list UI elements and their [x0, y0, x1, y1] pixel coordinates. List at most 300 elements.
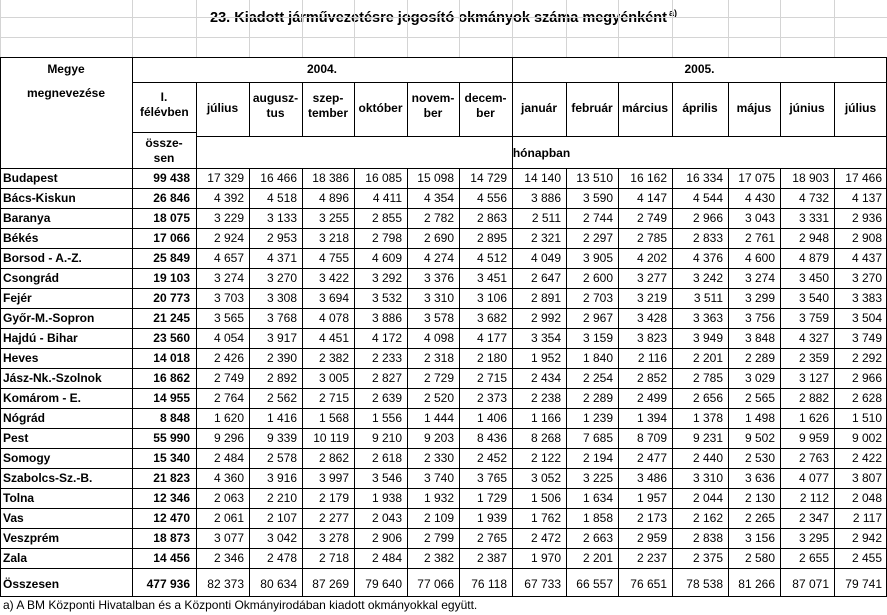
- row-month-value: 2 906: [371, 531, 402, 545]
- row-month-value: 2 530: [744, 451, 775, 465]
- row-month-value: 2 107: [266, 511, 297, 525]
- row-month-value: 66 557: [576, 577, 613, 591]
- row-month-value: 82 373: [207, 577, 244, 591]
- row-month-value: 17 075: [738, 171, 775, 185]
- row-month-value: 3 005: [318, 371, 349, 385]
- row-month-value: 3 997: [318, 471, 349, 485]
- row-month-value: 4 376: [692, 251, 723, 265]
- row-month-value: 2 703: [582, 291, 613, 305]
- row-county-name: Budapest: [3, 171, 58, 185]
- row-month-value: 1 556: [371, 411, 402, 425]
- row-month-value: 2 201: [582, 551, 613, 565]
- row-month-value: 2 346: [213, 551, 244, 565]
- row-month-value: 2 785: [636, 231, 667, 245]
- row-month-value: 1 239: [582, 411, 613, 425]
- row-month-value: 3 270: [851, 271, 882, 285]
- row-month-value: 1 394: [636, 411, 667, 425]
- row-month-value: 3 225: [582, 471, 613, 485]
- row-month-value: 4 879: [798, 251, 829, 265]
- row-month-value: 16 466: [260, 171, 297, 185]
- row-month-value: 3 354: [530, 331, 561, 345]
- row-month-value: 4 451: [318, 331, 349, 345]
- row-month-value: 2 882: [798, 391, 829, 405]
- row-month-value: 3 450: [798, 271, 829, 285]
- row-month-value: 2 520: [423, 391, 454, 405]
- row-county-name: Nógrád: [3, 411, 45, 425]
- row-total-value: 55 990: [153, 431, 190, 445]
- row-month-value: 1 510: [851, 411, 882, 425]
- row-month-value: 18 386: [312, 171, 349, 185]
- row-month-value: 3 546: [371, 471, 402, 485]
- row-month-value: 4 054: [213, 331, 244, 345]
- row-month-value: 3 694: [318, 291, 349, 305]
- row-month-value: 1 952: [530, 351, 561, 365]
- row-month-value: 1 416: [266, 411, 297, 425]
- row-month-value: 2 117: [852, 511, 882, 525]
- row-month-value: 3 636: [744, 471, 775, 485]
- row-total-value: 25 849: [153, 251, 190, 265]
- row-month-value: 2 210: [266, 491, 297, 505]
- row-month-value: 1 970: [530, 551, 561, 565]
- row-month-value: 14 729: [470, 171, 507, 185]
- row-month-value: 2 422: [851, 451, 882, 465]
- row-month-value: 3 807: [851, 471, 882, 485]
- row-month-value: 2 318: [423, 351, 454, 365]
- row-month-value: 2 043: [371, 511, 402, 525]
- header-month-2004: szep-tember: [307, 91, 348, 120]
- row-county-name: Vas: [3, 511, 24, 525]
- row-month-value: 2 764: [213, 391, 244, 405]
- row-month-value: 2 798: [371, 231, 402, 245]
- row-month-value: 2 966: [851, 371, 882, 385]
- row-month-value: 1 729: [476, 491, 507, 505]
- header-months-label: hónapban: [512, 146, 571, 160]
- row-month-value: 3 590: [582, 191, 613, 205]
- row-month-value: 2 580: [744, 551, 775, 565]
- row-total-value: 477 936: [146, 577, 190, 591]
- row-month-value: 4 049: [530, 251, 561, 265]
- row-month-value: 3 106: [476, 291, 507, 305]
- header-month-2005: július: [844, 101, 877, 115]
- row-month-value: 2 827: [371, 371, 402, 385]
- row-month-value: 3 274: [213, 271, 244, 285]
- row-month-value: 4 732: [798, 191, 829, 205]
- row-total-value: 12 470: [153, 511, 190, 525]
- row-month-value: 2 194: [582, 451, 613, 465]
- row-month-value: 2 718: [318, 551, 349, 565]
- row-month-value: 4 147: [636, 191, 667, 205]
- row-month-value: 3 077: [213, 531, 244, 545]
- row-month-value: 4 137: [851, 191, 882, 205]
- row-month-value: 1 444: [423, 411, 454, 425]
- row-month-value: 4 437: [851, 251, 882, 265]
- row-month-value: 1 406: [476, 411, 507, 425]
- row-month-value: 2 375: [692, 551, 723, 565]
- row-month-value: 2 936: [851, 211, 882, 225]
- row-month-value: 2 484: [371, 551, 402, 565]
- row-county-name: Csongrád: [3, 271, 60, 285]
- row-month-value: 2 289: [744, 351, 775, 365]
- row-month-value: 4 274: [423, 251, 454, 265]
- row-month-value: 2 967: [582, 311, 613, 325]
- row-month-value: 2 162: [692, 511, 723, 525]
- row-month-value: 17 466: [845, 171, 882, 185]
- header-month-2004: decem-ber: [464, 91, 507, 120]
- row-total-value: 8 848: [159, 411, 190, 425]
- row-month-value: 2 048: [851, 491, 882, 505]
- row-month-value: 2 600: [582, 271, 613, 285]
- row-month-value: 3 565: [213, 311, 244, 325]
- row-total-value: 26 846: [153, 191, 190, 205]
- row-month-value: 2 347: [798, 511, 829, 525]
- row-month-value: 2 116: [637, 351, 667, 365]
- row-month-value: 1 506: [530, 491, 561, 505]
- row-month-value: 81 266: [738, 577, 775, 591]
- row-month-value: 4 518: [266, 191, 297, 205]
- row-month-value: 10 119: [313, 431, 349, 445]
- row-county-name: Komárom - E.: [3, 391, 82, 405]
- row-month-value: 4 371: [266, 251, 297, 265]
- footnote: a) A BM Központi Hivatalban és a Központi Okmányirodában kiadott okmányokkal együtt.: [3, 598, 478, 612]
- row-month-value: 1 498: [744, 411, 775, 425]
- row-month-value: 2 112: [799, 491, 829, 505]
- row-month-value: 79 640: [365, 577, 402, 591]
- header-month-2004: július: [206, 101, 239, 115]
- row-month-value: 2 180: [476, 351, 507, 365]
- row-month-value: 3 917: [266, 331, 297, 345]
- row-month-value: 4 600: [744, 251, 775, 265]
- row-total-value: 99 438: [153, 171, 190, 185]
- row-month-value: 4 896: [318, 191, 349, 205]
- row-month-value: 4 430: [744, 191, 775, 205]
- row-month-value: 80 634: [260, 577, 297, 591]
- row-month-value: 3 133: [266, 211, 297, 225]
- row-total-value: 16 862: [153, 371, 190, 385]
- row-month-value: 3 310: [692, 471, 723, 485]
- row-month-value: 2 715: [318, 391, 349, 405]
- row-month-value: 79 741: [845, 577, 882, 591]
- row-month-value: 2 455: [851, 551, 882, 565]
- row-month-value: 2 044: [692, 491, 723, 505]
- row-month-value: 1 626: [798, 411, 829, 425]
- row-month-value: 3 682: [476, 311, 507, 325]
- row-month-value: 2 277: [318, 511, 349, 525]
- row-month-value: 2 237: [636, 551, 667, 565]
- row-month-value: 3 042: [266, 531, 297, 545]
- row-month-value: 2 663: [582, 531, 613, 545]
- header-county-sublabel: megnevezése: [26, 86, 106, 100]
- row-month-value: 2 373: [476, 391, 507, 405]
- row-month-value: 3 740: [423, 471, 454, 485]
- row-county-name: Fejér: [3, 291, 32, 305]
- row-month-value: 3 277: [636, 271, 667, 285]
- row-month-value: 4 755: [318, 251, 349, 265]
- row-month-value: 1 932: [423, 491, 454, 505]
- row-month-value: 76 651: [630, 577, 667, 591]
- row-month-value: 1 620: [213, 411, 244, 425]
- row-month-value: 2 061: [213, 511, 244, 525]
- row-month-value: 2 484: [213, 451, 244, 465]
- row-month-value: 2 749: [213, 371, 244, 385]
- row-month-value: 2 292: [851, 351, 882, 365]
- row-month-value: 18 903: [792, 171, 829, 185]
- table-title-text: 23. Kiadott járművezetésre jogosító okmányok száma megyénként: [210, 10, 667, 26]
- header-total: össze-sen: [145, 136, 183, 165]
- row-month-value: 9 502: [744, 431, 775, 445]
- row-month-value: 76 118: [471, 577, 507, 591]
- row-month-value: 2 382: [318, 351, 349, 365]
- row-month-value: 2 440: [692, 451, 723, 465]
- row-month-value: 3 270: [266, 271, 297, 285]
- row-month-value: 3 703: [213, 291, 244, 305]
- header-month-2005: április: [682, 101, 718, 115]
- row-month-value: 2 855: [371, 211, 402, 225]
- row-month-value: 1 858: [582, 511, 613, 525]
- row-month-value: 1 762: [530, 511, 561, 525]
- row-month-value: 4 077: [798, 471, 829, 485]
- header-month-2004: október: [358, 101, 403, 115]
- row-month-value: 87 269: [312, 577, 349, 591]
- row-month-value: 3 886: [530, 191, 561, 205]
- header-month-2004: augusz-tus: [252, 91, 299, 120]
- row-month-value: 2 452: [476, 451, 507, 465]
- row-month-value: 4 177: [476, 331, 507, 345]
- row-month-value: 2 744: [582, 211, 613, 225]
- row-month-value: 2 948: [798, 231, 829, 245]
- row-month-value: 2 179: [318, 491, 349, 505]
- header-half-year: I. félévben: [140, 90, 189, 119]
- row-total-value: 19 103: [153, 271, 190, 285]
- row-total-value: 14 955: [153, 391, 190, 405]
- row-month-value: 3 756: [744, 311, 775, 325]
- row-month-value: 3 451: [476, 271, 507, 285]
- row-month-value: 4 327: [798, 331, 829, 345]
- row-month-value: 2 565: [744, 391, 775, 405]
- row-month-value: 16 085: [365, 171, 402, 185]
- row-month-value: 9 231: [692, 431, 723, 445]
- row-month-value: 2 390: [266, 351, 297, 365]
- row-month-value: 2 618: [371, 451, 402, 465]
- row-total-value: 23 560: [153, 331, 190, 345]
- row-month-value: 4 078: [318, 311, 349, 325]
- row-month-value: 2 265: [744, 511, 775, 525]
- row-county-name: Tolna: [3, 491, 35, 505]
- row-month-value: 2 254: [582, 371, 613, 385]
- row-month-value: 2 628: [851, 391, 882, 405]
- row-month-value: 2 656: [692, 391, 723, 405]
- row-month-value: 3 916: [266, 471, 297, 485]
- row-month-value: 2 330: [423, 451, 454, 465]
- row-month-value: 9 002: [851, 431, 882, 445]
- row-month-value: 3 255: [318, 211, 349, 225]
- row-month-value: 2 426: [213, 351, 244, 365]
- row-month-value: 3 219: [636, 291, 667, 305]
- row-month-value: 2 891: [530, 291, 561, 305]
- row-month-value: 4 098: [423, 331, 454, 345]
- row-county-name: Heves: [3, 351, 39, 365]
- row-total-value: 14 018: [153, 351, 190, 365]
- row-total-value: 18 873: [153, 531, 190, 545]
- table-title: [0, 8, 887, 26]
- row-month-value: 2 499: [636, 391, 667, 405]
- row-month-value: 2 715: [476, 371, 507, 385]
- row-month-value: 2 477: [636, 451, 667, 465]
- header-month-2005: május: [736, 101, 772, 115]
- row-month-value: 4 609: [371, 251, 402, 265]
- row-month-value: 9 339: [266, 431, 297, 445]
- row-month-value: 3 299: [744, 291, 775, 305]
- title-footnote-mark: a): [668, 8, 677, 18]
- row-month-value: 8 709: [636, 431, 667, 445]
- row-month-value: 2 782: [423, 211, 454, 225]
- row-county-name: Somogy: [3, 451, 51, 465]
- row-month-value: 2 321: [530, 231, 561, 245]
- row-month-value: 4 172: [371, 331, 402, 345]
- row-month-value: 9 210: [371, 431, 402, 445]
- header-county-label: Megye: [47, 62, 85, 76]
- row-county-name: Pest: [3, 431, 29, 445]
- row-month-value: 2 862: [318, 451, 349, 465]
- row-month-value: 2 647: [530, 271, 561, 285]
- row-county-name: Borsod - A.-Z.: [3, 251, 82, 265]
- row-month-value: 13 510: [576, 171, 613, 185]
- row-month-value: 2 478: [266, 551, 297, 565]
- row-county-name: Zala: [3, 551, 28, 565]
- row-month-value: 2 908: [851, 231, 882, 245]
- row-month-value: 3 848: [744, 331, 775, 345]
- row-month-value: 67 733: [524, 577, 561, 591]
- row-month-value: 2 233: [371, 351, 402, 365]
- row-month-value: 3 278: [318, 531, 349, 545]
- row-month-value: 2 749: [636, 211, 667, 225]
- row-total-value: 21 245: [153, 311, 190, 325]
- header-month-2005: június: [789, 101, 825, 115]
- header-month-2005: február: [571, 101, 613, 115]
- row-month-value: 2 639: [371, 391, 402, 405]
- row-month-value: 1 840: [582, 351, 613, 365]
- row-total-value: 21 823: [153, 471, 190, 485]
- row-month-value: 1 938: [371, 491, 402, 505]
- row-county-name: Veszprém: [3, 531, 60, 545]
- row-month-value: 2 434: [530, 371, 561, 385]
- row-month-value: 2 892: [266, 371, 297, 385]
- row-month-value: 1 634: [582, 491, 613, 505]
- row-month-value: 2 173: [636, 511, 667, 525]
- row-month-value: 2 729: [423, 371, 454, 385]
- row-month-value: 3 242: [692, 271, 723, 285]
- row-total-value: 17 066: [153, 231, 190, 245]
- row-month-value: 9 296: [213, 431, 244, 445]
- row-month-value: 14 140: [524, 171, 561, 185]
- row-total-value: 12 346: [153, 491, 190, 505]
- row-month-value: 3 331: [798, 211, 829, 225]
- row-month-value: 3 949: [692, 331, 723, 345]
- row-month-value: 3 229: [213, 211, 244, 225]
- row-month-value: 2 852: [636, 371, 667, 385]
- row-county-name: Győr-M.-Sopron: [3, 311, 95, 325]
- row-county-name: Baranya: [3, 211, 51, 225]
- row-month-value: 2 895: [476, 231, 507, 245]
- header-month-2005: január: [520, 101, 557, 115]
- row-month-value: 3 578: [423, 311, 454, 325]
- row-month-value: 3 768: [266, 311, 297, 325]
- row-month-value: 1 166: [530, 411, 561, 425]
- row-month-value: 3 218: [318, 231, 349, 245]
- row-month-value: 2 761: [744, 231, 775, 245]
- row-month-value: 2 511: [531, 211, 561, 225]
- row-total-value: 18 075: [153, 211, 190, 225]
- row-total-value: 15 340: [153, 451, 190, 465]
- header-month-2004: novem-ber: [411, 91, 455, 120]
- row-county-name: Szabolcs-Sz.-B.: [3, 471, 93, 485]
- row-month-value: 4 657: [213, 251, 244, 265]
- row-month-value: 2 201: [692, 351, 723, 365]
- row-month-value: 2 109: [423, 511, 454, 525]
- row-month-value: 2 382: [423, 551, 454, 565]
- row-county-name: Jász-Nk.-Szolnok: [3, 371, 102, 385]
- row-month-value: 2 863: [476, 211, 507, 225]
- row-month-value: 3 363: [692, 311, 723, 325]
- row-month-value: 87 071: [792, 577, 829, 591]
- row-month-value: 1 939: [476, 511, 507, 525]
- row-month-value: 4 544: [692, 191, 723, 205]
- row-month-value: 2 765: [476, 531, 507, 545]
- row-month-value: 4 354: [423, 191, 454, 205]
- row-month-value: 3 310: [423, 291, 454, 305]
- row-month-value: 4 392: [213, 191, 244, 205]
- row-month-value: 3 511: [693, 291, 723, 305]
- row-month-value: 3 295: [798, 531, 829, 545]
- row-month-value: 3 886: [371, 311, 402, 325]
- row-month-value: 9 203: [423, 431, 454, 445]
- row-month-value: 2 953: [266, 231, 297, 245]
- row-month-value: 3 749: [851, 331, 882, 345]
- row-month-value: 2 992: [530, 311, 561, 325]
- row-month-value: 77 066: [417, 577, 454, 591]
- row-month-value: 2 359: [798, 351, 829, 365]
- row-month-value: 3 823: [636, 331, 667, 345]
- row-month-value: 3 540: [798, 291, 829, 305]
- row-month-value: 2 838: [692, 531, 723, 545]
- row-month-value: 3 274: [744, 271, 775, 285]
- row-month-value: 8 268: [530, 431, 561, 445]
- row-month-value: 2 289: [582, 391, 613, 405]
- row-month-value: 3 127: [798, 371, 829, 385]
- row-month-value: 2 130: [744, 491, 775, 505]
- row-month-value: 7 685: [582, 431, 613, 445]
- row-month-value: 3 292: [371, 271, 402, 285]
- row-month-value: 3 052: [530, 471, 561, 485]
- row-month-value: 3 422: [318, 271, 349, 285]
- row-month-value: 2 966: [692, 211, 723, 225]
- row-total-value: 14 456: [153, 551, 190, 565]
- row-month-value: 2 655: [798, 551, 829, 565]
- row-month-value: 8 436: [476, 431, 507, 445]
- row-month-value: 3 765: [476, 471, 507, 485]
- row-month-value: 3 905: [582, 251, 613, 265]
- row-month-value: 2 472: [530, 531, 561, 545]
- row-total-value: 20 773: [153, 291, 190, 305]
- row-month-value: 2 578: [266, 451, 297, 465]
- row-month-value: 4 360: [213, 471, 244, 485]
- row-month-value: 17 329: [207, 171, 244, 185]
- header-year-2005: 2005.: [684, 62, 715, 76]
- row-month-value: 3 759: [798, 311, 829, 325]
- row-month-value: 78 538: [686, 577, 723, 591]
- row-month-value: 2 063: [213, 491, 244, 505]
- row-month-value: 3 504: [851, 311, 882, 325]
- row-county-name: Összesen: [3, 577, 60, 591]
